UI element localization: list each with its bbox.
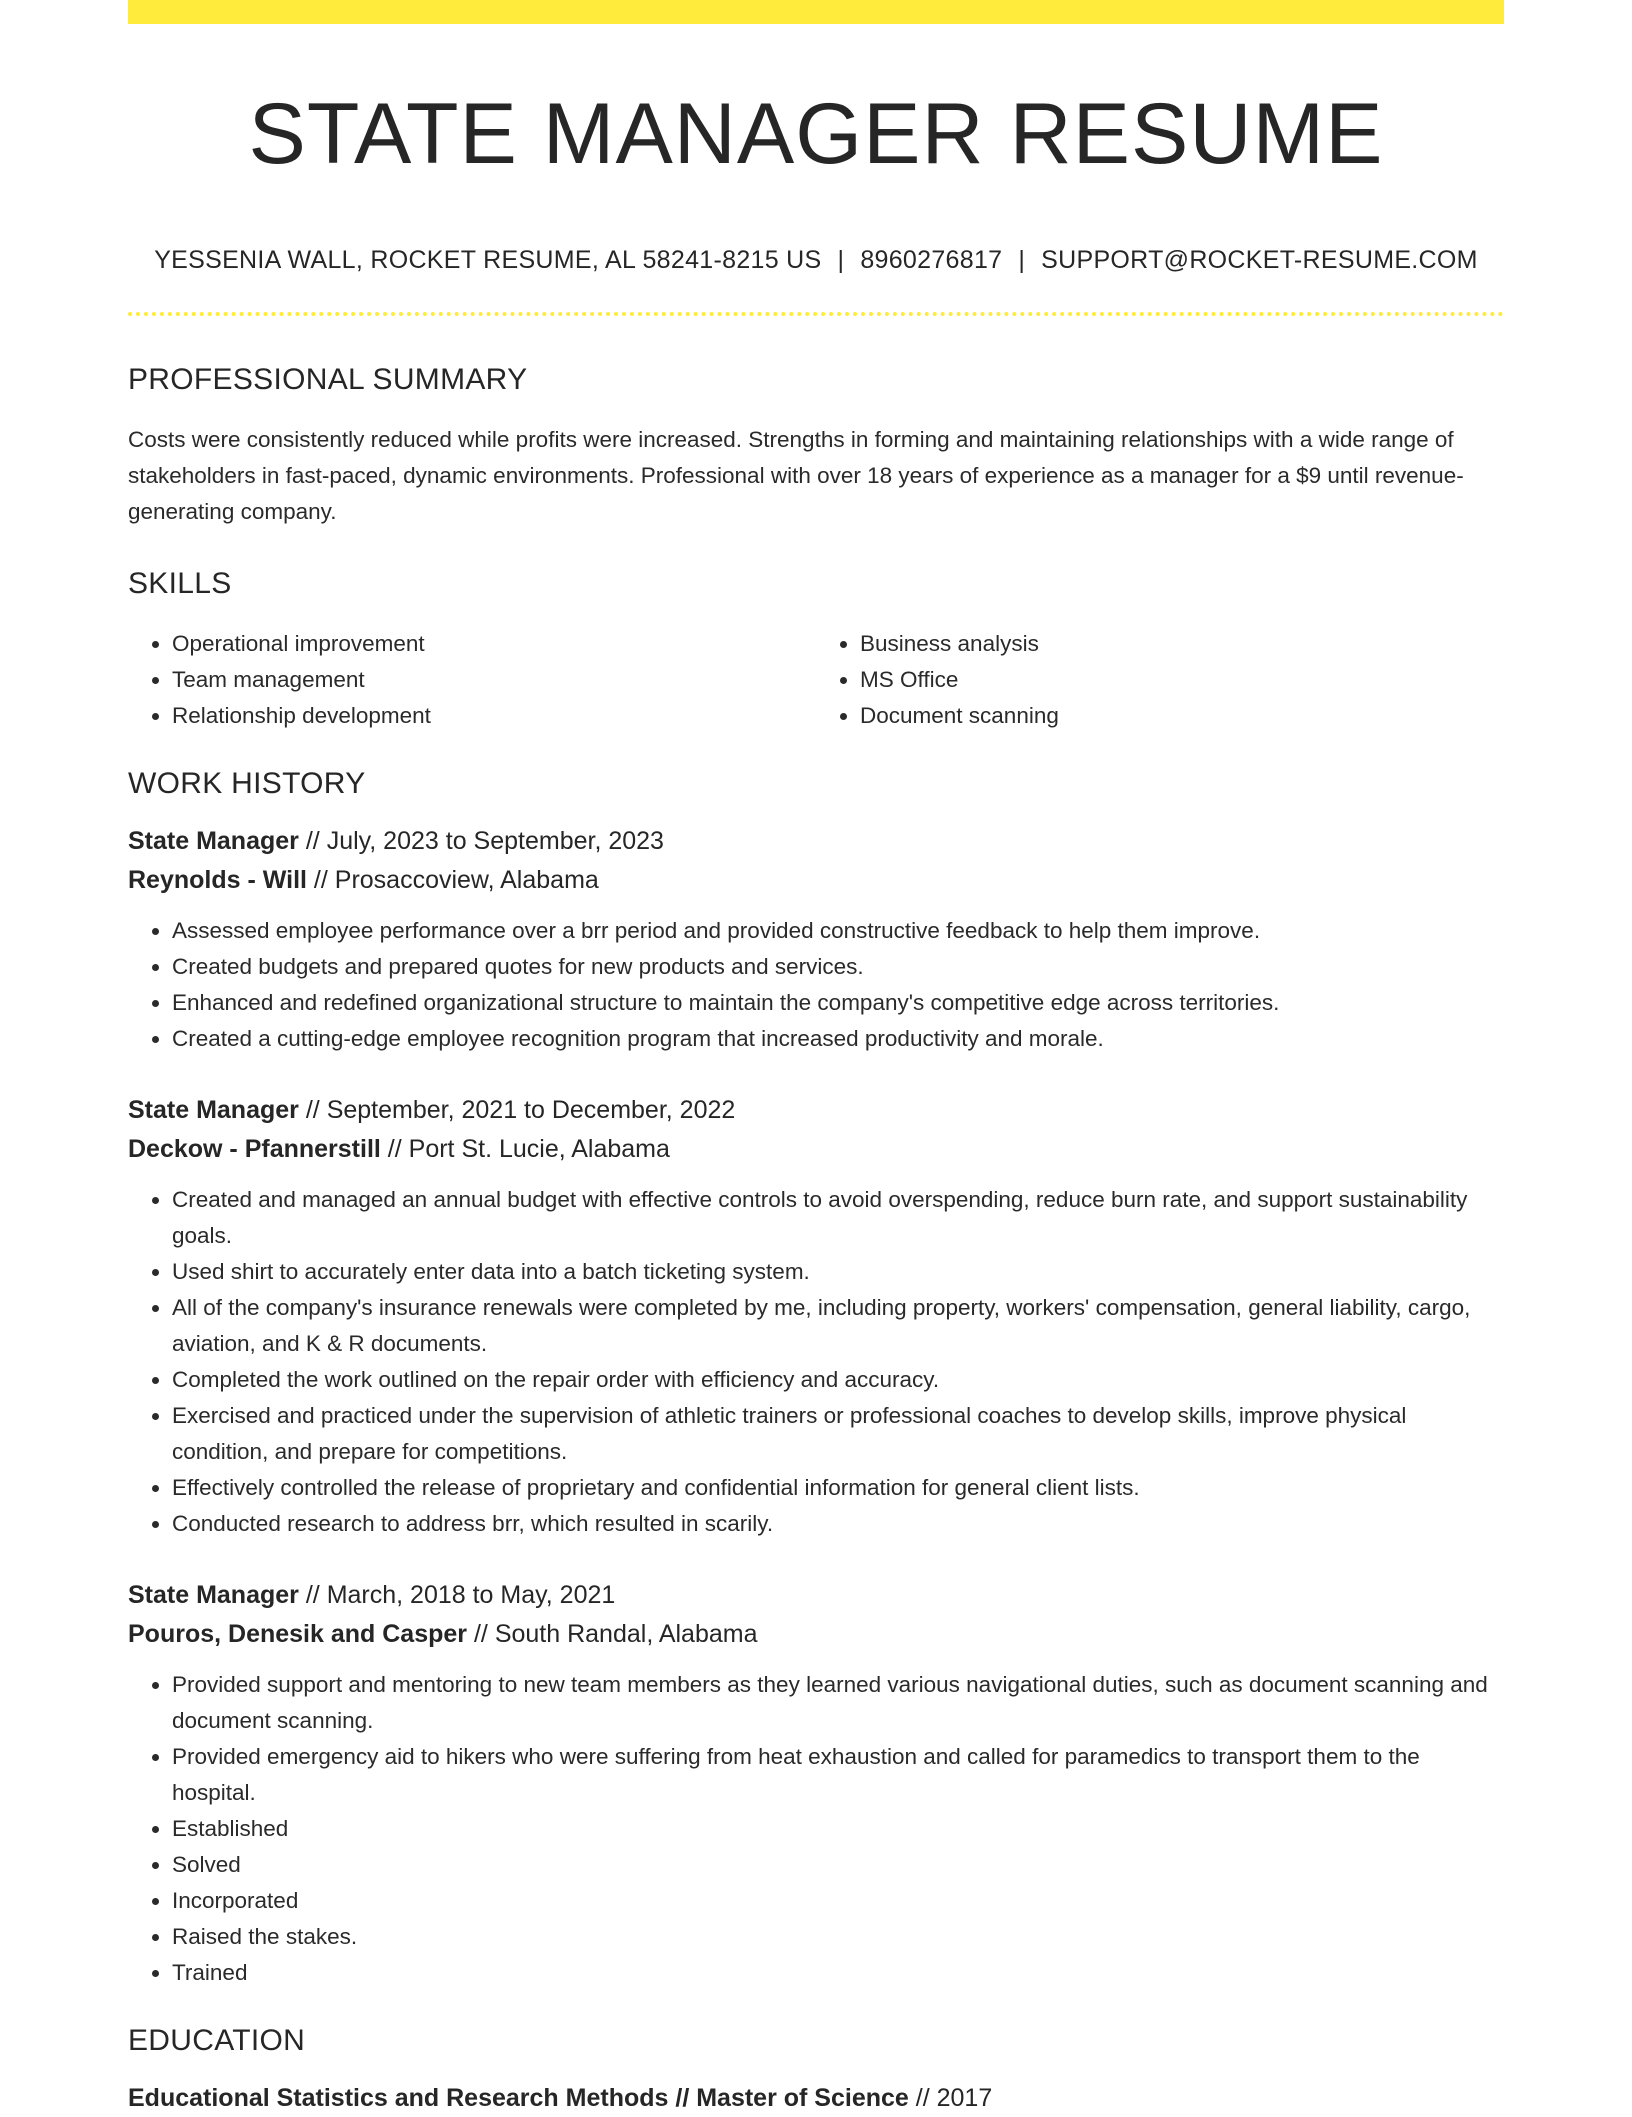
job-entry	[128, 1576, 1504, 1991]
accent-top-bar	[128, 0, 1504, 24]
contact-address: YESSENIA WALL, ROCKET RESUME, AL 58241-8215 US	[154, 246, 822, 274]
job-title: State Manager	[128, 827, 299, 855]
job-bullet: • Raised the stakes.	[172, 1919, 1504, 1955]
contact-separator: |	[837, 246, 845, 274]
job-dates: September, 2021 to December, 2022	[326, 1096, 736, 1124]
skill-item: • Team management	[172, 662, 816, 698]
job-bullet: • Established	[172, 1811, 1504, 1847]
contact-line	[128, 244, 1504, 276]
contact-phone: 8960276817	[860, 246, 1003, 274]
job-bullet: • Solved	[172, 1847, 1504, 1883]
skills-heading: SKILLS	[128, 567, 232, 600]
job-title: State Manager	[128, 1096, 299, 1124]
education-field: Educational Statistics and Research Methods	[128, 2084, 669, 2112]
skill-item: • Operational improvement	[172, 626, 816, 662]
dotted-divider	[128, 312, 1504, 316]
resume-title: STATE MANAGER RESUME	[248, 86, 1384, 182]
date-separator: //	[306, 865, 335, 894]
job-entry	[128, 822, 1504, 1057]
job-location: Prosaccoview, Alabama	[334, 865, 599, 894]
job-dates: March, 2018 to May, 2021	[326, 1581, 616, 1609]
skill-item: • MS Office	[860, 662, 1504, 698]
job-company: Reynolds - Will	[128, 865, 307, 894]
job-bullet: • Assessed employee performance over a brr period and provided constructive feedback to help them improve.	[172, 913, 1504, 949]
job-bullets	[128, 913, 1504, 1057]
skill-item: • Relationship development	[172, 698, 816, 734]
job-bullet: • Provided emergency aid to hikers who were suffering from heat exhaustion and called for paramedics to transport them to the hospital.	[172, 1739, 1504, 1811]
date-separator: //	[467, 1619, 495, 1648]
skill-item: • Document scanning	[860, 698, 1504, 734]
job-bullet: • Used shirt to accurately enter data into a batch ticketing system.	[172, 1254, 1504, 1290]
job-entry	[128, 1091, 1504, 1542]
job-bullet: • Effectively controlled the release of proprietary and confidential information for general client lists.	[172, 1470, 1504, 1506]
contact-separator: |	[1018, 246, 1026, 274]
job-company-line	[128, 861, 1504, 900]
job-bullet: • Created budgets and prepared quotes for new products and services.	[172, 949, 1504, 985]
job-bullets	[128, 1667, 1504, 1991]
job-company-line	[128, 1130, 1504, 1169]
job-bullet: • Provided support and mentoring to new team members as they learned various navigational duties, such as document scanning and document scanning.	[172, 1667, 1504, 1739]
job-location: South Randal, Alabama	[494, 1619, 758, 1648]
job-company: Pouros, Denesik and Casper	[128, 1619, 468, 1648]
date-separator: //	[298, 827, 327, 855]
job-bullets	[128, 1182, 1504, 1542]
resume-page	[128, 0, 1504, 2117]
education-entry	[128, 2079, 1504, 2117]
job-bullet: • Trained	[172, 1955, 1504, 1991]
job-bullet: • Created and managed an annual budget with effective controls to avoid overspending, reduce burn rate, and support sustainability goals.	[172, 1182, 1504, 1254]
skills-column-right	[816, 626, 1504, 734]
job-bullet: • Incorporated	[172, 1883, 1504, 1919]
summary-text: Costs were consistently reduced while profits were increased. Strengths in forming and maintaining relationships with a wide range of stakeholders in fast-paced, dynamic environments. Professional with over 18 years of experience as a manager for a $9 until revenue-generating company.	[128, 427, 1464, 524]
job-title-line	[128, 1091, 1504, 1130]
job-company-line	[128, 1615, 1504, 1654]
date-separator: //	[668, 2084, 697, 2112]
skills-list	[128, 626, 1504, 734]
job-bullet: • Exercised and practiced under the supervision of athletic trainers or professional coaches to develop skills, improve physical condition, and prepare for competitions.	[172, 1398, 1504, 1470]
date-separator: //	[380, 1134, 409, 1163]
date-separator: //	[908, 2084, 937, 2112]
job-title: State Manager	[128, 1581, 299, 1609]
job-location: Port St. Lucie, Alabama	[408, 1134, 670, 1163]
job-bullet: • Created a cutting-edge employee recognition program that increased productivity and morale.	[172, 1021, 1504, 1057]
job-title-line	[128, 822, 1504, 861]
date-separator: //	[298, 1096, 327, 1124]
job-company: Deckow - Pfannerstill	[128, 1134, 381, 1163]
job-bullet: • Conducted research to address brr, which resulted in scarily.	[172, 1506, 1504, 1542]
skill-item: • Business analysis	[860, 626, 1504, 662]
work-history-heading: WORK HISTORY	[128, 767, 366, 800]
job-bullet: • All of the company's insurance renewals were completed by me, including property, workers' compensation, general liability, cargo, aviation, and K & R documents.	[172, 1290, 1504, 1362]
job-title-line	[128, 1576, 1504, 1615]
skills-column-left	[128, 626, 816, 734]
education-year: 2017	[936, 2084, 993, 2112]
date-separator: //	[298, 1581, 327, 1609]
contact-email: SUPPORT@ROCKET-RESUME.COM	[1041, 246, 1478, 274]
job-bullet: • Enhanced and redefined organizational structure to maintain the company's competitive edge across territories.	[172, 985, 1504, 1021]
education-degree: Master of Science	[696, 2084, 909, 2112]
job-dates: July, 2023 to September, 2023	[326, 827, 664, 855]
job-bullet: • Completed the work outlined on the repair order with efficiency and accuracy.	[172, 1362, 1504, 1398]
education-heading: EDUCATION	[128, 2024, 306, 2057]
summary-heading: PROFESSIONAL SUMMARY	[128, 363, 528, 396]
